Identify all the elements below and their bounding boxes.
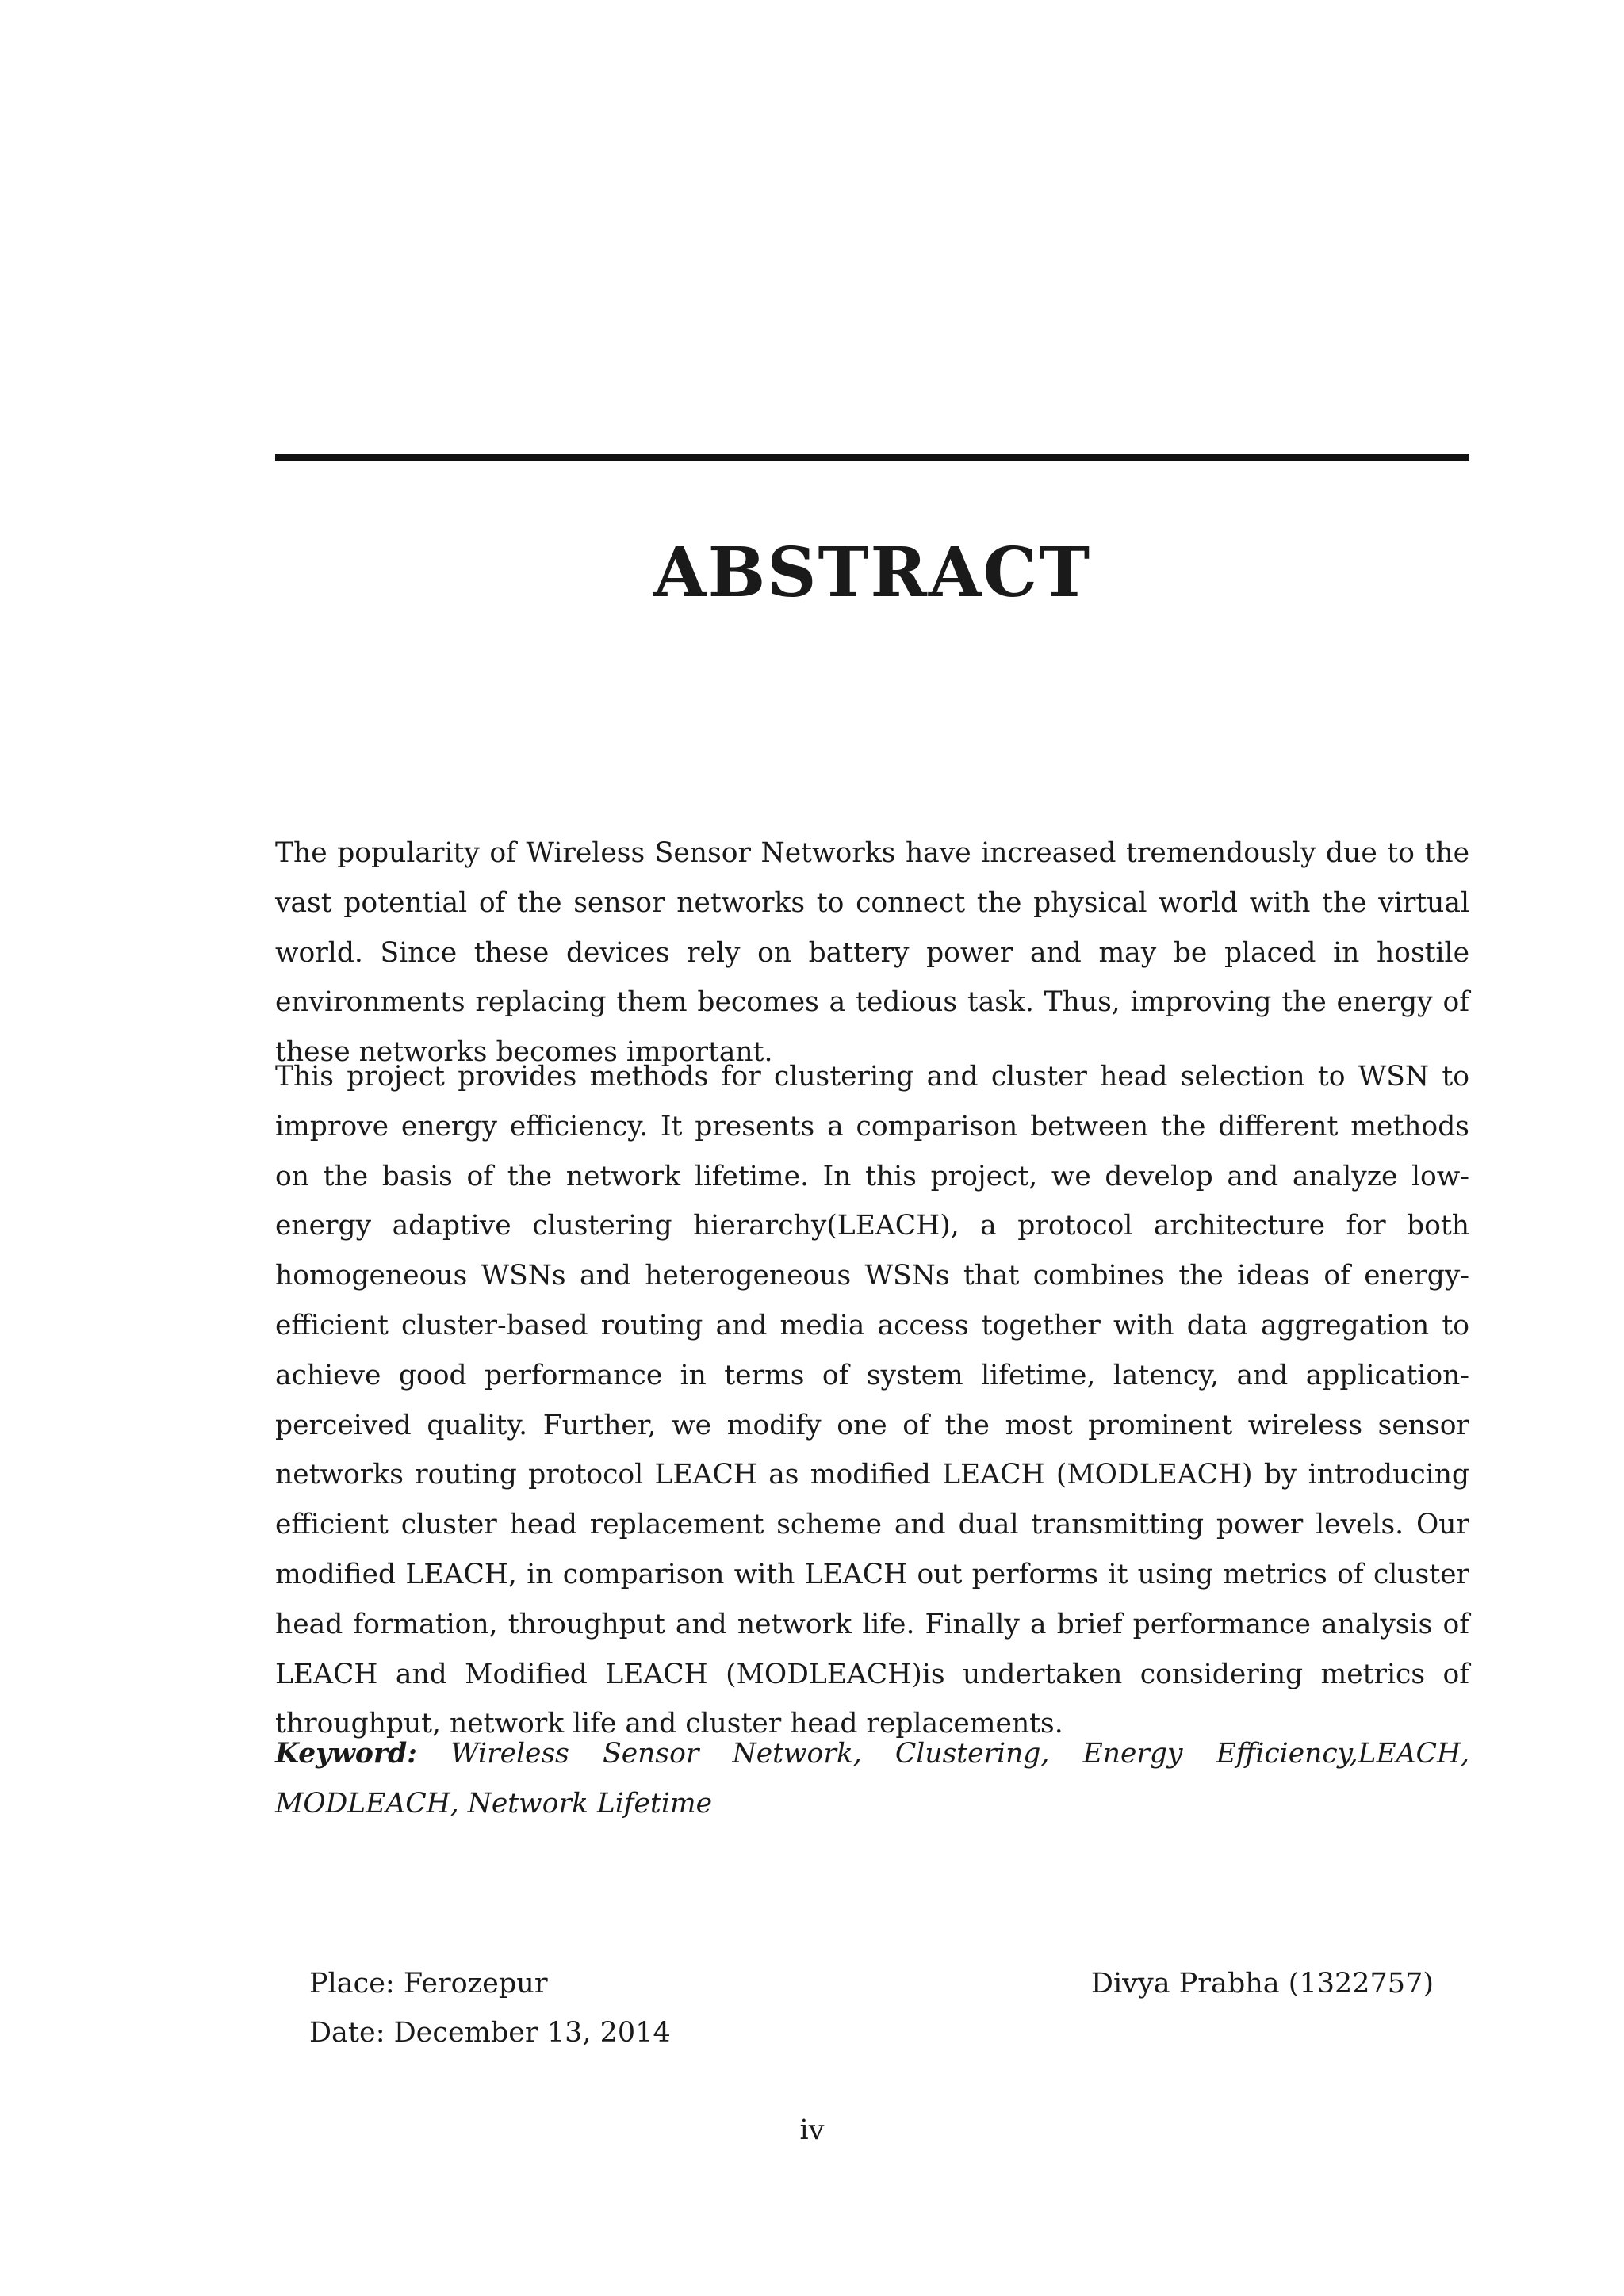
keywords-label: Keyword:: [275, 1738, 417, 1770]
abstract-paragraph-1: The popularity of Wireless Sensor Networks have increased tremendously due to the vast potential of the sensor networks to connect the physical world with the virtual world. Since these devices rely on battery power and may be placed in hostile environments replacing them becomes a tedious task. Thus, improving the energy of these networks becomes important.: [275, 837, 1469, 1069]
page-number: iv: [799, 2114, 825, 2146]
abstract-paragraph-2: This project provides methods for clustering and cluster head selection to WSN to improve energy efficiency. It presents a comparison between the different methods on the basis of the network lifetime. In this project, we develop and analyze low-energy adaptive clustering hierarchy(LEACH), a protocol architecture for both homogeneous WSNs and heterogeneous WSNs that combines the ideas of energy-efficient cluster-based routing and media access together with data aggregation to achieve good performance in terms of system lifetime, latency, and application-perceived quality. Further, we modify one of the most prominent wireless sensor networks routing protocol LEACH as modified LEACH (MODLEACH) by introducing efficient cluster head replacement scheme and dual transmitting power levels. Our modified LEACH, in comparison with LEACH out performs it using metrics of cluster head formation, throughput and network life. Finally a brief performance analysis of LEACH and Modified LEACH (MODLEACH)is undertaken considering metrics of throughput, network life and cluster head replacements.: [275, 1061, 1469, 1740]
signature-place: Place: Ferozepur: [309, 1968, 548, 1999]
signature-author: Divya Prabha (1322757): [1090, 1968, 1434, 1999]
signature-date: Date: December 13, 2014: [309, 2017, 671, 2049]
keywords-text: Wireless Sensor Network, Clustering, Energy Efficiency,LEACH, MODLEACH, Network Lifetime: [275, 1738, 1469, 1820]
top-rule: [275, 454, 1469, 461]
page-title: ABSTRACT: [653, 533, 1092, 613]
keywords-line: [275, 1729, 1469, 1829]
